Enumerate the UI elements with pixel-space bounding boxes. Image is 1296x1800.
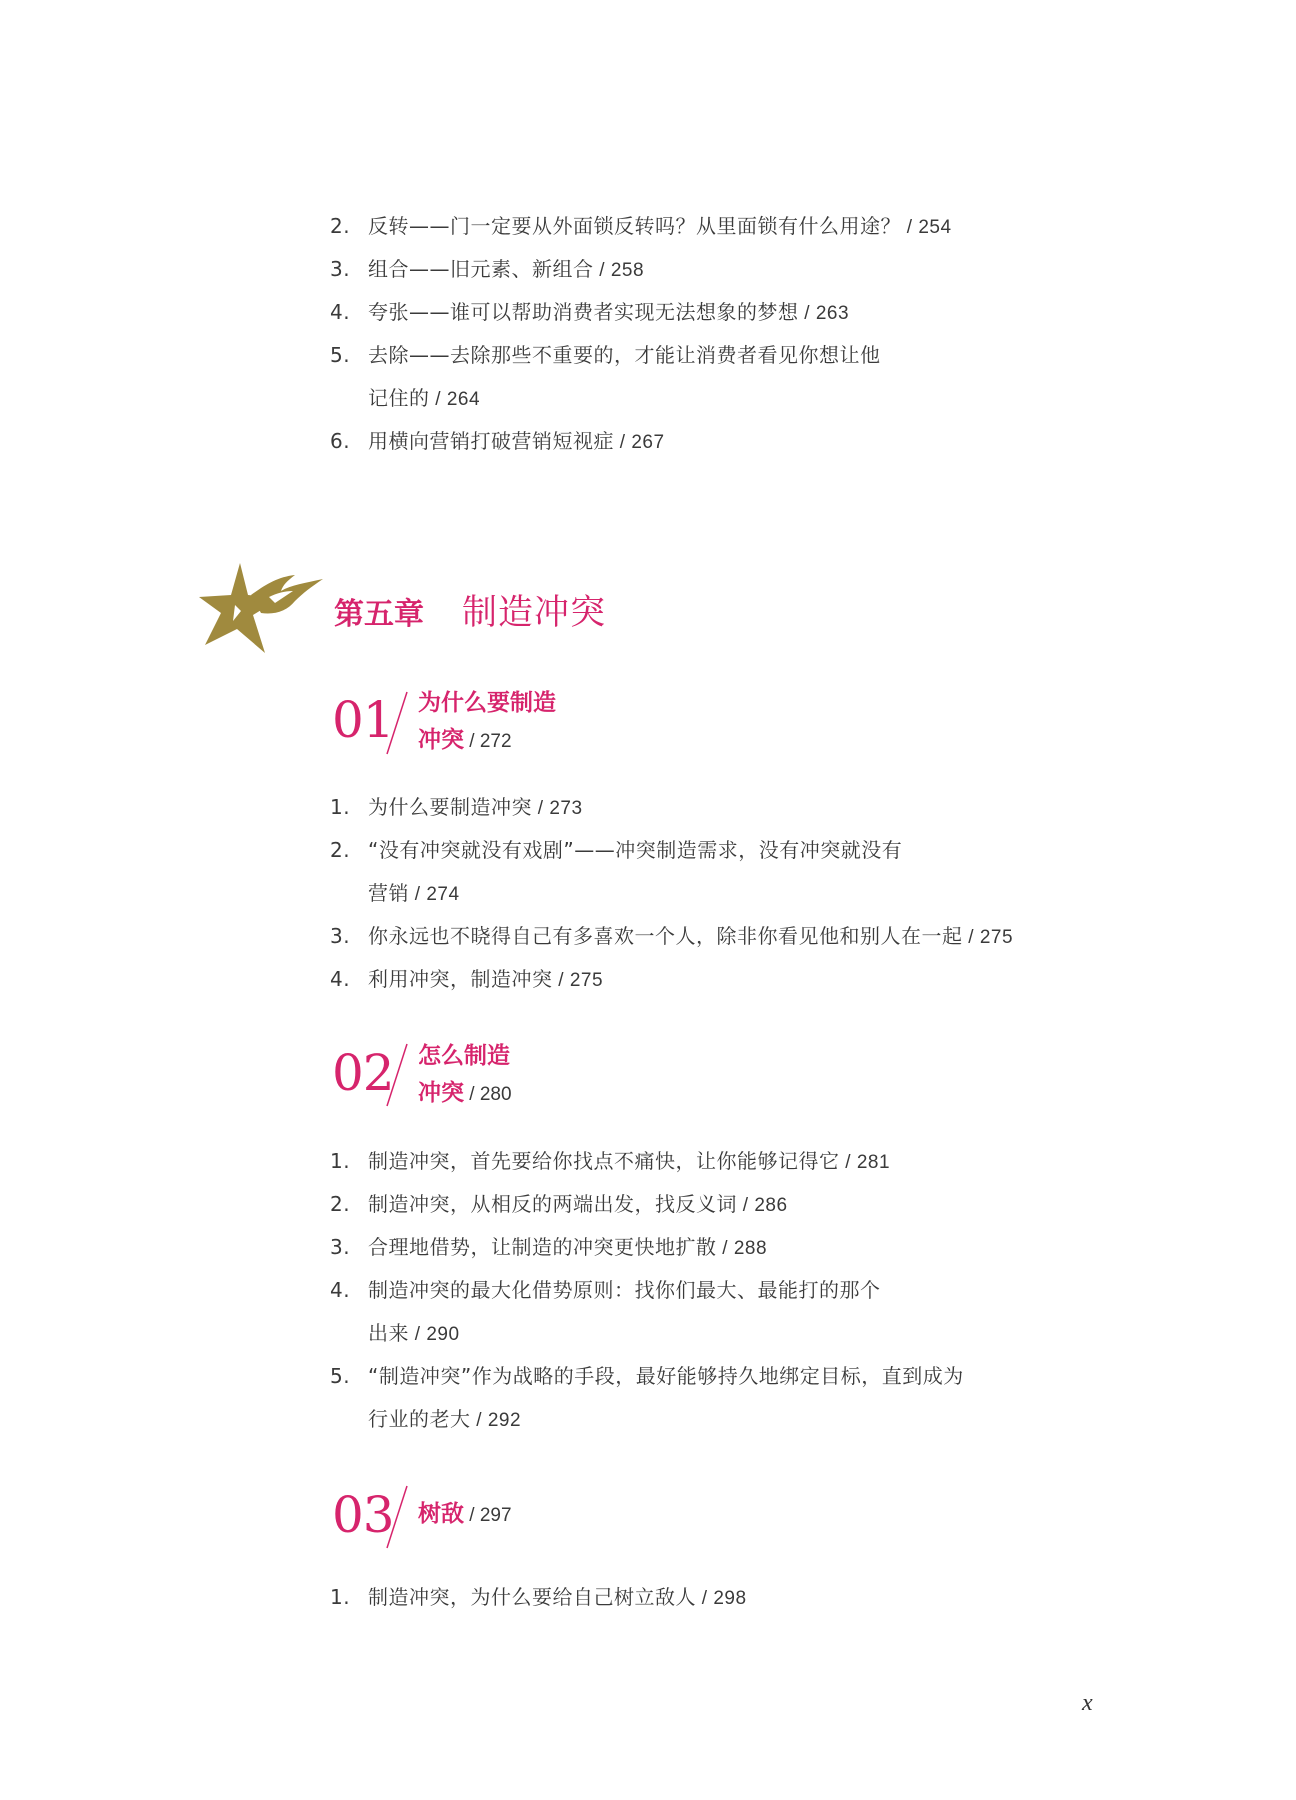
item-number: 1. [330, 1149, 351, 1173]
item-page: / 281 [839, 1152, 891, 1173]
toc-item [330, 298, 849, 328]
toc-item-continuation [368, 879, 460, 909]
toc-item [330, 427, 665, 457]
item-text: “没有冲突就没有戏剧”——冲突制造需求，没有冲突就没有 [368, 838, 903, 862]
section-title-line: 为什么要制造 [418, 690, 556, 716]
item-text: 组合——旧元素、新组合 [368, 257, 594, 281]
item-number: 2. [330, 1192, 351, 1216]
item-text: “制造冲突”作为战略的手段，最好能够持久地绑定目标，直到成为 [368, 1364, 964, 1388]
item-text: 制造冲突，首先要给你找点不痛快，让你能够记得它 [368, 1149, 840, 1173]
toc-item [330, 1190, 788, 1220]
toc-item [330, 255, 644, 285]
section-title [418, 1038, 512, 1113]
toc-item [330, 922, 1013, 952]
toc-item-continuation [368, 1405, 521, 1435]
section-title-line: 冲突 [418, 1080, 464, 1106]
item-page: / 273 [532, 798, 583, 819]
section-title-line: 怎么制造 [418, 1043, 510, 1069]
chapter-title: 制造冲突 [462, 593, 607, 633]
section-number: 03 [332, 1486, 394, 1544]
section-number: 01 [332, 691, 394, 749]
item-text: 反转——门一定要从外面锁反转吗？从里面锁有什么用途？ [368, 214, 901, 238]
item-number: 2. [330, 214, 351, 238]
item-text-continuation: 记住的 [368, 386, 430, 410]
section-slash-divider [384, 1042, 410, 1108]
section-page: / 280 [464, 1084, 512, 1105]
section-title-line: 冲突 [418, 727, 464, 753]
item-text-continuation: 营销 [368, 881, 409, 905]
item-text: 夸张——谁可以帮助消费者实现无法想象的梦想 [368, 300, 799, 324]
item-page: / 275 [552, 970, 604, 991]
toc-item [330, 1362, 964, 1390]
toc-item [330, 836, 902, 864]
section-page: / 297 [464, 1505, 512, 1526]
item-page: / 290 [409, 1324, 460, 1345]
item-number: 4. [330, 300, 351, 324]
item-text: 去除——去除那些不重要的，才能让消费者看见你想让他 [368, 343, 881, 367]
section-page: / 272 [464, 731, 512, 752]
item-number: 1. [330, 1585, 351, 1609]
item-number: 4. [330, 967, 351, 991]
item-page: / 288 [716, 1238, 768, 1259]
item-page: / 274 [409, 884, 460, 905]
item-page: / 275 [962, 927, 1014, 948]
toc-item [330, 341, 881, 369]
toc-item [330, 1583, 747, 1613]
toc-item-continuation [368, 384, 480, 414]
item-number: 3. [330, 257, 351, 281]
toc-item [330, 965, 603, 995]
item-text: 制造冲突，为什么要给自己树立敌人 [368, 1585, 696, 1609]
toc-item [330, 793, 583, 823]
item-page: / 263 [798, 303, 850, 324]
page-number: x [1082, 1690, 1093, 1716]
section-number: 02 [332, 1044, 394, 1102]
item-number: 4. [330, 1278, 351, 1302]
item-page: / 298 [696, 1588, 747, 1609]
item-text-continuation: 行业的老大 [368, 1407, 471, 1431]
item-text: 合理地借势，让制造的冲突更快地扩散 [368, 1235, 717, 1259]
item-text-continuation: 出来 [368, 1321, 409, 1345]
item-number: 6. [330, 429, 351, 453]
item-number: 3. [330, 924, 351, 948]
item-number: 1. [330, 795, 351, 819]
item-page: / 267 [614, 432, 665, 453]
item-text: 用横向营销打破营销短视症 [368, 429, 614, 453]
item-number: 5. [330, 1364, 351, 1388]
item-text: 为什么要制造冲突 [368, 795, 532, 819]
item-number: 2. [330, 838, 351, 862]
section-slash-divider [384, 690, 410, 756]
item-page: / 264 [429, 389, 481, 410]
item-page: / 292 [470, 1410, 522, 1431]
item-text: 制造冲突的最大化借势原则：找你们最大、最能打的那个 [368, 1278, 881, 1302]
chapter-heading [334, 592, 606, 636]
section-title-line: 树敌 [418, 1501, 464, 1527]
section-title [418, 685, 556, 760]
item-number: 5. [330, 343, 351, 367]
section-title [418, 1496, 512, 1534]
flaming-star-icon [195, 555, 335, 665]
toc-item-continuation [368, 1319, 460, 1349]
item-text: 利用冲突，制造冲突 [368, 967, 553, 991]
item-number: 3. [330, 1235, 351, 1259]
section-slash-divider [384, 1484, 410, 1550]
toc-item [330, 1276, 881, 1304]
item-page: / 258 [593, 260, 645, 281]
item-page: / 286 [737, 1195, 788, 1216]
item-page: / 254 [901, 217, 952, 238]
chapter-label: 第五章 [334, 597, 424, 632]
toc-item [330, 212, 952, 242]
item-text: 你永远也不晓得自己有多喜欢一个人，除非你看见他和别人在一起 [368, 924, 963, 948]
toc-item [330, 1147, 890, 1177]
item-text: 制造冲突，从相反的两端出发，找反义词 [368, 1192, 737, 1216]
toc-item [330, 1233, 767, 1263]
